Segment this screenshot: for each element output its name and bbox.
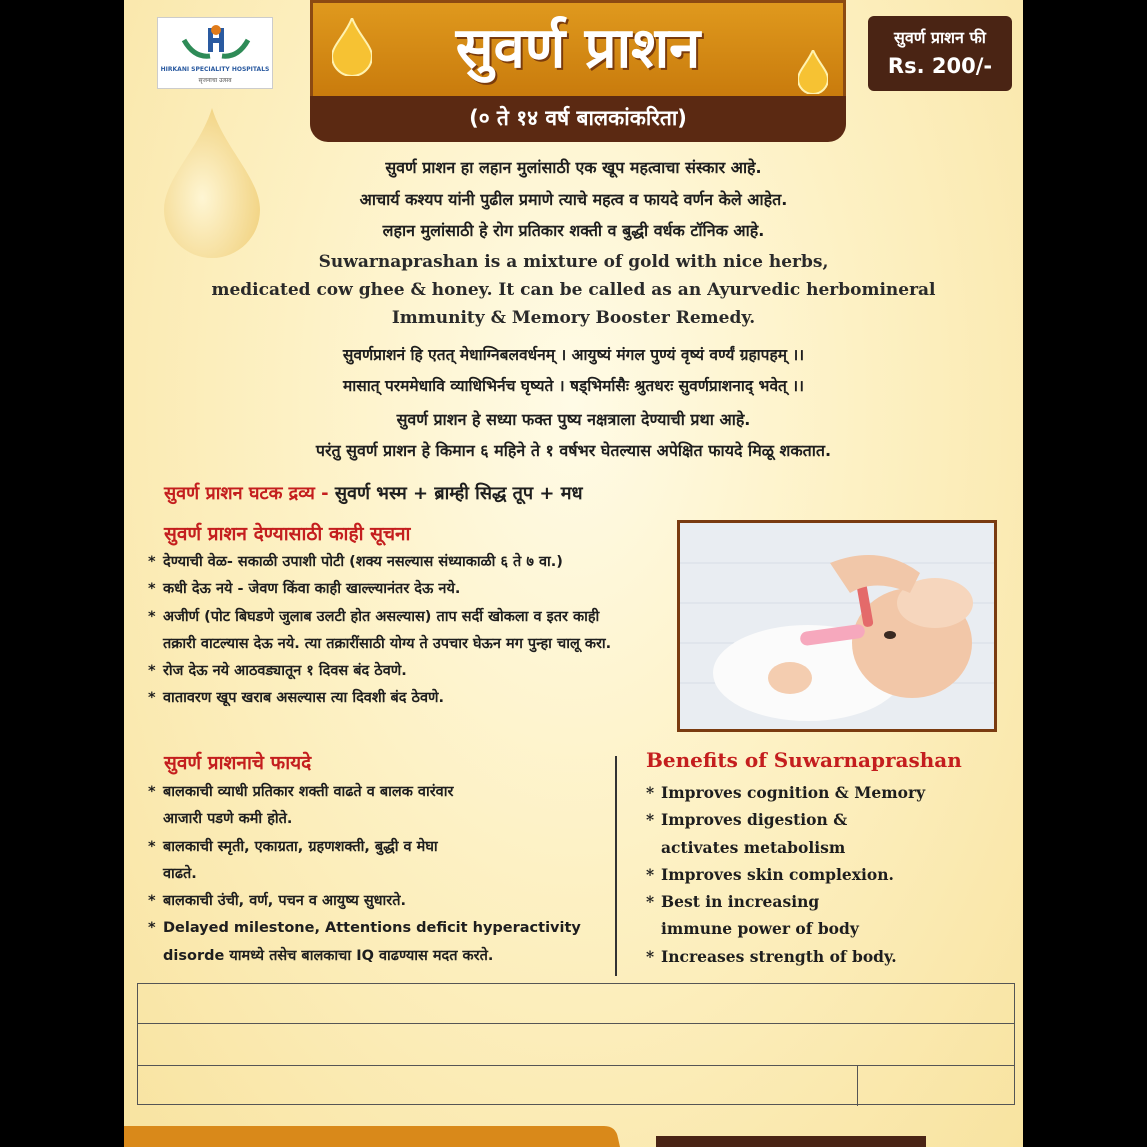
list-item: * बालकाची व्याधी प्रतिकार शक्ती वाढते व बालक वारंवार आजारी पडणे कमी होते.: [148, 779, 463, 834]
english-intro-line: Immunity & Memory Booster Remedy.: [391, 308, 756, 328]
instructions-list: [148, 549, 668, 713]
intro-line: लहान मुलांसाठी हे रोग प्रतिकार शक्ती व बुद्धी वर्धक टॉनिक आहे.: [382, 221, 765, 240]
list-item: * वातावरण खूप खराब असल्यास त्या दिवशी बंद ठेवणे.: [148, 685, 668, 712]
shloka-line: सुवर्णप्राशनं हि एतत् मेधाग्निबलवर्धनम् । आयुष्यं मंगल पुण्यं वृष्यं वर्ण्यं ग्रहापहम् ।।: [342, 346, 805, 364]
english-intro-line: Suwarnaprashan is a mixture of gold with nice herbs,: [318, 252, 829, 272]
benefits-en-list: [646, 779, 976, 970]
instructions-heading: सुवर्ण प्राशन देण्यासाठी काही सूचना: [164, 523, 411, 545]
column-divider: [615, 756, 617, 976]
list-item: * Improves skin complexion.: [646, 861, 976, 888]
fee-badge: [868, 16, 1012, 91]
list-item: * बालकाची उंची, वर्ण, पचन व आयुष्य सुधारते.: [148, 888, 603, 915]
poster: [124, 0, 1023, 1147]
baby-feeding-illustration: [680, 523, 994, 729]
english-intro-line: medicated cow ghee & honey. It can be called as an Ayurvedic herbomineral: [211, 280, 936, 300]
intro-line: सुवर्ण प्राशन हा लहान मुलांसाठी एक खूप महत्वाचा संस्कार आहे.: [385, 158, 762, 177]
shloka-line: मासात् परममेधावि व्याधिभिर्नच घृष्यते । षड्भिर्मासैः श्रुतधरः सुवर्णप्राशनाद् भवेत् ।।: [342, 377, 805, 395]
page-title: सुवर्ण प्राशन: [455, 16, 701, 81]
benefits-mr-list: [148, 779, 603, 970]
hospital-logo-icon: [180, 22, 252, 64]
benefits-en-heading: Benefits of Suwarnaprashan: [646, 748, 962, 772]
intro-line: आचार्य कश्यप यांनी पुढील प्रमाणे त्याचे महत्व व फायदे वर्णन केले आहेत.: [359, 190, 788, 209]
ingredients: [164, 481, 583, 505]
list-item: * कधी देऊ नये - जेवण किंवा काही खाल्ल्यानंतर देऊ नये.: [148, 576, 668, 603]
hospital-logo: [157, 17, 273, 89]
list-item: * रोज देऊ नये आठवड्यातून १ दिवस बंद ठेवणे.: [148, 658, 668, 685]
fee-amount: Rs. 200/-: [887, 54, 993, 78]
list-item: * Increases strength of body.: [646, 943, 976, 970]
logo-tagline: सृजनाचा उत्सव: [198, 77, 232, 84]
practice-line: सुवर्ण प्राशन हे सध्या फक्त पुष्य नक्षत्राला देण्याची प्रथा आहे.: [396, 410, 751, 429]
list-item: * Improves cognition & Memory: [646, 779, 976, 806]
ingredients-value: सुवर्ण भस्म + ब्राम्ही सिद्ध तूप + मध: [334, 483, 583, 504]
list-item: * बालकाची स्मृती, एकाग्रता, ग्रहणशक्ती, बुद्धी व मेघा वाढते.: [148, 834, 453, 889]
fee-label: सुवर्ण प्राशन फी: [894, 28, 986, 47]
practice-line: परंतु सुवर्ण प्राशन हे किमान ६ महिने ते १ वर्षभर घेतल्यास अपेक्षित फायदे मिळू शकतात.: [315, 441, 832, 460]
list-item: * Best in increasing immune power of body: [646, 888, 871, 943]
list-item: * Improves digestion & activates metabolism: [646, 806, 861, 861]
title-banner: [310, 0, 846, 142]
baby-photo: [677, 520, 997, 732]
list-item: * अजीर्ण (पोट बिघडणे जुलाब उलटी होत असल्यास) ताप सर्दी खोकला व इतर काही तक्रारी वाटल्यास देऊ नये. त्या तक्रारींसाठी योग्य ते उपचार घेऊन मग पुन्हा चालू करा.: [148, 604, 633, 659]
bottom-contact-strip: [124, 1118, 1023, 1147]
logo-name: HIRKANI SPECIALITY HOSPITALS: [160, 66, 270, 73]
page-subtitle: (० ते १४ वर्ष बालकांकरिता): [469, 106, 687, 130]
list-item: * Delayed milestone, Attentions deficit hyperactivity disorde यामध्ये तसेच बालकाचा IQ वाढण्यास मदत करते.: [148, 915, 603, 970]
benefits-mr-heading: सुवर्ण प्राशनाचे फायदे: [164, 752, 312, 774]
list-item: * देण्याची वेळ- सकाळी उपाशी पोटी (शक्य नसल्यास संध्याकाळी ६ ते ७ वा.): [148, 549, 668, 576]
ingredients-label: सुवर्ण प्राशन घटक द्रव्य -: [164, 483, 335, 504]
blank-form-table: [137, 983, 1015, 1105]
